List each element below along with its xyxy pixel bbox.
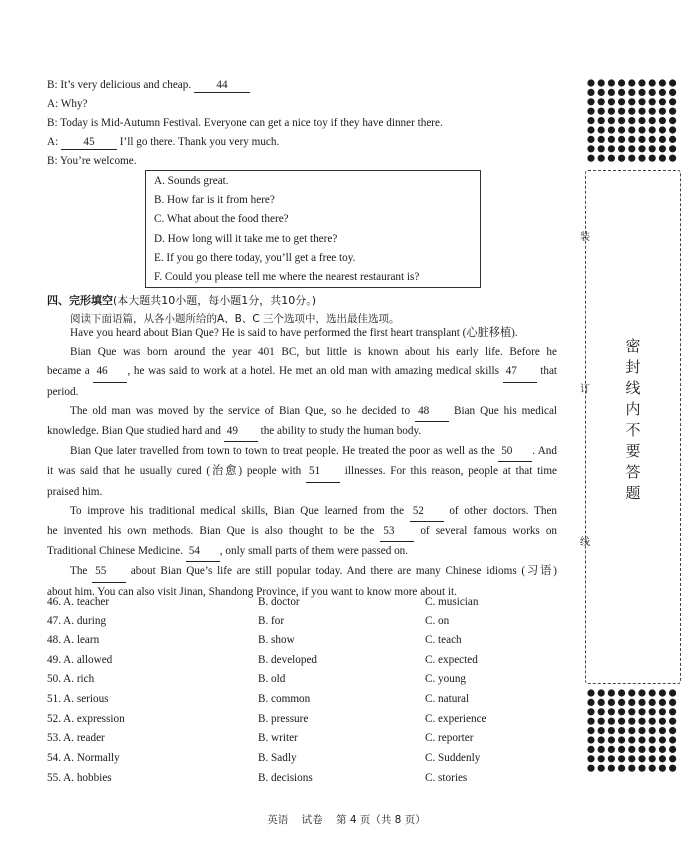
blank-54[interactable]: 54 <box>186 542 220 562</box>
passage-text: became a <box>47 365 90 378</box>
dot <box>608 98 615 105</box>
dot <box>638 117 645 124</box>
dot <box>618 727 625 734</box>
dot <box>618 736 625 743</box>
passage-text: he invented his own methods. Bian Que is also thought to be the <box>47 525 375 538</box>
dot <box>608 155 615 162</box>
option-c[interactable]: C. reporter <box>425 732 474 744</box>
dot <box>598 765 605 772</box>
dot <box>628 98 635 105</box>
passage-text: . And <box>532 445 557 458</box>
speaker: B: <box>47 155 58 167</box>
dialogue-text: Today is Mid-Autumn Festival. Everyone can get a nice toy if they have dinner there. <box>60 117 443 129</box>
passage-text: Bian Que later travelled from town to town to treat people. He treated the poor as well as the <box>70 445 495 458</box>
seal-char: 密 <box>625 337 641 355</box>
dot <box>638 98 645 105</box>
dot <box>659 117 666 124</box>
dot <box>659 746 666 753</box>
blank-48[interactable]: 48 <box>415 402 449 422</box>
option-a[interactable]: 53. A. reader <box>47 732 105 744</box>
section-heading <box>47 292 316 308</box>
dot <box>649 746 656 753</box>
option-c[interactable]: C. teach <box>425 634 462 646</box>
passage-line: about him. You can also visit Jinan, Shandong Province, if you want to know more about it. <box>47 585 457 598</box>
dot <box>618 699 625 706</box>
option-c[interactable]: C. natural <box>425 693 470 705</box>
blank-44[interactable]: 44 <box>194 78 250 93</box>
option-b[interactable]: B. pressure <box>258 713 309 725</box>
dot <box>628 765 635 772</box>
passage-line <box>47 522 557 542</box>
dot <box>618 746 625 753</box>
dot <box>608 736 615 743</box>
dot <box>587 89 594 96</box>
passage-line <box>47 502 557 522</box>
dot <box>598 736 605 743</box>
section-title: 四、完形填空 <box>47 294 113 307</box>
dot <box>659 708 666 715</box>
box-option: E. If you go there today, you’ll get a free toy. <box>154 252 356 264</box>
option-c[interactable]: C. experience <box>425 713 487 725</box>
option-b[interactable]: B. decisions <box>258 772 313 784</box>
dot <box>587 746 594 753</box>
dot <box>628 736 635 743</box>
dot <box>598 145 605 152</box>
section-instruction: 阅读下面语篇，从各小题所给的A、B、C 三个选项中，选出最佳选项。 <box>70 313 400 325</box>
dialogue-line <box>47 135 279 150</box>
dot <box>618 765 625 772</box>
passage-line <box>47 442 557 462</box>
dot <box>598 136 605 143</box>
dot <box>638 155 645 162</box>
dot <box>608 79 615 86</box>
dot <box>598 746 605 753</box>
dot <box>587 708 594 715</box>
dot <box>649 79 656 86</box>
dot <box>608 108 615 115</box>
dot <box>628 145 635 152</box>
dialogue-line <box>47 154 137 168</box>
dot <box>587 136 594 143</box>
dot <box>669 117 676 124</box>
dot <box>669 136 676 143</box>
passage-text: , only small parts of them were passed on. <box>219 545 409 558</box>
dot <box>638 718 645 725</box>
side-char-xian: 线 <box>580 537 590 548</box>
blank-51[interactable]: 51 <box>306 462 340 482</box>
passage-text: The old man was moved by the service of Bian Que, so he decided to <box>70 404 411 417</box>
dot <box>659 108 666 115</box>
speaker: A: <box>47 98 59 110</box>
dot <box>628 689 635 696</box>
dot <box>598 98 605 105</box>
option-c[interactable]: C. young <box>425 673 467 685</box>
option-b[interactable]: B. show <box>258 634 295 646</box>
dot <box>587 126 594 133</box>
passage-line <box>47 402 557 422</box>
dot <box>659 126 666 133</box>
dot <box>618 145 625 152</box>
passage-line: Bian Que was born around the year 401 BC, but little is known about his early life. Before he <box>70 346 557 359</box>
dot <box>618 117 625 124</box>
options-box <box>145 170 481 288</box>
dot <box>628 746 635 753</box>
option-a[interactable]: 47. A. during <box>47 615 107 627</box>
passage-text: The <box>70 565 88 578</box>
dot <box>608 136 615 143</box>
passage-text: Bian Que his medical <box>454 404 558 417</box>
dot <box>587 155 594 162</box>
passage-text: that <box>540 365 558 378</box>
dot <box>649 689 656 696</box>
dot <box>659 155 666 162</box>
dot <box>659 736 666 743</box>
dot <box>659 765 666 772</box>
blank-50[interactable]: 50 <box>498 442 532 462</box>
dot <box>587 145 594 152</box>
option-b[interactable]: B. old <box>258 673 286 685</box>
dot <box>618 89 625 96</box>
dot <box>669 145 676 152</box>
seal-char: 线 <box>625 379 641 397</box>
dot <box>638 708 645 715</box>
dialogue-line <box>47 97 88 111</box>
dot <box>638 689 645 696</box>
dot <box>649 98 656 105</box>
passage-text: , he was said to work at a hotel. He met an old man with amazing medical skills <box>127 365 499 378</box>
dot <box>669 689 676 696</box>
dot <box>598 708 605 715</box>
dot <box>608 746 615 753</box>
dot <box>598 755 605 762</box>
dot <box>628 126 635 133</box>
dot <box>649 755 656 762</box>
option-a[interactable]: 49. A. allowed <box>47 654 113 666</box>
dot <box>598 699 605 706</box>
dot <box>659 755 666 762</box>
box-option: C. What about the food there? <box>154 213 289 225</box>
dot <box>659 98 666 105</box>
dialogue-text: Why? <box>60 98 88 110</box>
dot <box>587 755 594 762</box>
dot <box>659 689 666 696</box>
passage-text: of several famous works on <box>420 525 558 538</box>
option-c[interactable]: C. on <box>425 615 450 627</box>
dot <box>587 689 594 696</box>
dot <box>598 718 605 725</box>
footer-subject: 英语 <box>267 814 289 826</box>
passage-text: To improve his traditional medical skills, Bian Que learned from the <box>70 504 405 517</box>
box-option: B. How far is it from here? <box>154 194 275 206</box>
dot-pattern <box>586 688 678 774</box>
dot <box>649 765 656 772</box>
dot <box>649 708 656 715</box>
dot <box>628 79 635 86</box>
option-b[interactable]: B. writer <box>258 732 298 744</box>
dot <box>659 718 666 725</box>
passage-text: of other doctors. Then <box>449 504 558 517</box>
dot <box>669 79 676 86</box>
dot <box>628 155 635 162</box>
blank-45[interactable]: 45 <box>61 135 117 150</box>
dot <box>587 718 594 725</box>
dot <box>669 718 676 725</box>
dot <box>638 79 645 86</box>
blank-52[interactable]: 52 <box>410 502 444 522</box>
option-b[interactable]: B. Sadly <box>258 752 297 764</box>
dot <box>638 727 645 734</box>
dot <box>659 89 666 96</box>
dot <box>608 755 615 762</box>
dot <box>649 89 656 96</box>
dot <box>649 718 656 725</box>
seal-char: 题 <box>625 484 641 502</box>
dot <box>649 117 656 124</box>
dot <box>618 155 625 162</box>
dot <box>649 136 656 143</box>
dot <box>628 727 635 734</box>
passage-text: Traditional Chinese Medicine. <box>47 545 183 558</box>
option-c[interactable]: C. expected <box>425 654 478 666</box>
dot <box>669 108 676 115</box>
speaker: A: <box>47 136 59 148</box>
dot-grid-bottom <box>586 688 678 774</box>
passage-text: it was said that he usually cured (治愈) people with <box>47 465 302 478</box>
seal-char: 封 <box>625 358 641 376</box>
dot <box>587 117 594 124</box>
dot <box>628 708 635 715</box>
seal-char: 答 <box>625 463 641 481</box>
dot <box>618 136 625 143</box>
dot <box>638 755 645 762</box>
dot <box>608 727 615 734</box>
dot <box>638 699 645 706</box>
dot <box>649 145 656 152</box>
passage-line: praised him. <box>47 485 103 498</box>
dot <box>669 708 676 715</box>
dot <box>618 79 625 86</box>
dot <box>608 145 615 152</box>
dot <box>618 108 625 115</box>
dialogue-line <box>47 116 443 130</box>
passage-line <box>47 422 557 442</box>
dot <box>649 736 656 743</box>
dialogue-text: You’re welcome. <box>59 155 137 167</box>
dot <box>628 699 635 706</box>
option-a[interactable]: 51. A. serious <box>47 693 109 705</box>
speaker: B: <box>47 79 58 91</box>
dot <box>638 126 645 133</box>
dot <box>598 155 605 162</box>
dot <box>659 145 666 152</box>
dialogue-text: It’s very delicious and cheap. <box>60 79 192 91</box>
passage-text: knowledge. Bian Que studied hard and <box>47 425 221 438</box>
dot <box>638 736 645 743</box>
dot <box>649 699 656 706</box>
dot <box>598 126 605 133</box>
passage-line <box>47 362 557 382</box>
passage-text: about Bian Que’s life are still popular today. And there are many Chinese idioms (习语) <box>130 565 557 578</box>
blank-46[interactable]: 46 <box>93 362 127 382</box>
dot <box>649 155 656 162</box>
dot <box>608 689 615 696</box>
dot <box>649 727 656 734</box>
dot <box>608 708 615 715</box>
dot <box>659 699 666 706</box>
footer-page: 第 4 页（共 8 页） <box>335 814 426 826</box>
dot <box>638 136 645 143</box>
option-a[interactable]: 55. A. hobbies <box>47 772 112 784</box>
dot <box>649 126 656 133</box>
box-option: D. How long will it take me to get there? <box>154 233 338 245</box>
option-c[interactable]: C. Suddenly <box>425 752 481 764</box>
dot <box>587 699 594 706</box>
dot <box>608 765 615 772</box>
dot <box>669 126 676 133</box>
dot <box>669 755 676 762</box>
passage-line <box>47 462 557 482</box>
dot <box>659 79 666 86</box>
dot <box>608 126 615 133</box>
option-a[interactable]: 48. A. learn <box>47 634 100 646</box>
dot <box>587 736 594 743</box>
dot <box>638 765 645 772</box>
dot <box>608 89 615 96</box>
dot <box>628 718 635 725</box>
option-a[interactable]: 50. A. rich <box>47 673 95 685</box>
speaker: B: <box>47 117 58 129</box>
dot <box>618 126 625 133</box>
dot <box>669 699 676 706</box>
section-subtitle: (本大题共10小题，每小题1分，共10分。) <box>113 294 317 307</box>
dot <box>628 117 635 124</box>
dot <box>598 689 605 696</box>
dot <box>669 727 676 734</box>
blank-49[interactable]: 49 <box>224 422 258 442</box>
dot <box>587 79 594 86</box>
option-b[interactable]: B. doctor <box>258 596 300 608</box>
blank-53[interactable]: 53 <box>380 522 414 542</box>
dialogue-line <box>47 78 250 93</box>
passage-line <box>47 562 557 582</box>
dot <box>659 727 666 734</box>
dot <box>618 755 625 762</box>
dot <box>638 89 645 96</box>
option-b[interactable]: B. for <box>258 615 285 627</box>
passage-line <box>47 542 557 562</box>
dot <box>598 727 605 734</box>
dot <box>628 89 635 96</box>
dot <box>587 727 594 734</box>
dot <box>598 79 605 86</box>
dot <box>638 108 645 115</box>
dot <box>669 89 676 96</box>
footer-paper: 试卷 <box>301 814 323 826</box>
dot <box>587 98 594 105</box>
dot <box>669 746 676 753</box>
dot <box>608 117 615 124</box>
dot <box>628 755 635 762</box>
blank-55[interactable]: 55 <box>92 562 126 582</box>
dot <box>628 136 635 143</box>
side-char-ding: 订 <box>580 384 590 395</box>
dot <box>638 145 645 152</box>
box-option: F. Could you please tell me where the nearest restaurant is? <box>154 271 420 283</box>
passage-line: period. <box>47 385 79 398</box>
seal-char: 要 <box>625 442 641 460</box>
dot <box>618 708 625 715</box>
dot <box>649 108 656 115</box>
dot-pattern <box>586 78 678 164</box>
dot <box>669 765 676 772</box>
passage-text: illnesses. For this reason, people at that time <box>344 465 557 478</box>
dot <box>659 136 666 143</box>
dialogue-text: I’ll go there. Thank you very much. <box>119 136 280 148</box>
side-char-zhuang: 装 <box>580 232 590 243</box>
dot <box>608 699 615 706</box>
dot <box>608 718 615 725</box>
dot <box>638 746 645 753</box>
dot <box>598 108 605 115</box>
dot <box>598 89 605 96</box>
option-c[interactable]: C. musician <box>425 596 479 608</box>
dot <box>587 108 594 115</box>
passage-line: Have you heard about Bian Que? He is said to have performed the first heart transplant (心脏移植). <box>70 327 518 339</box>
option-a[interactable]: 52. A. expression <box>47 713 125 725</box>
dot <box>669 155 676 162</box>
seal-char: 内 <box>625 400 641 418</box>
dot <box>618 718 625 725</box>
dot-grid-top <box>586 78 678 164</box>
seal-char: 不 <box>625 421 641 439</box>
dot <box>618 689 625 696</box>
passage <box>47 324 557 602</box>
option-a[interactable]: 54. A. Normally <box>47 752 120 764</box>
passage-text: the ability to study the human body. <box>260 425 422 438</box>
dot <box>669 736 676 743</box>
dot <box>618 98 625 105</box>
box-option: A. Sounds great. <box>154 175 229 187</box>
option-b[interactable]: B. developed <box>258 654 318 666</box>
seal-text <box>623 336 643 504</box>
dot <box>628 108 635 115</box>
option-c[interactable]: C. stories <box>425 772 468 784</box>
dot <box>587 765 594 772</box>
page-footer <box>0 812 693 827</box>
blank-47[interactable]: 47 <box>503 362 537 382</box>
dot <box>598 117 605 124</box>
option-a[interactable]: 46. A. teacher <box>47 596 110 608</box>
option-b[interactable]: B. common <box>258 693 311 705</box>
dot <box>669 98 676 105</box>
